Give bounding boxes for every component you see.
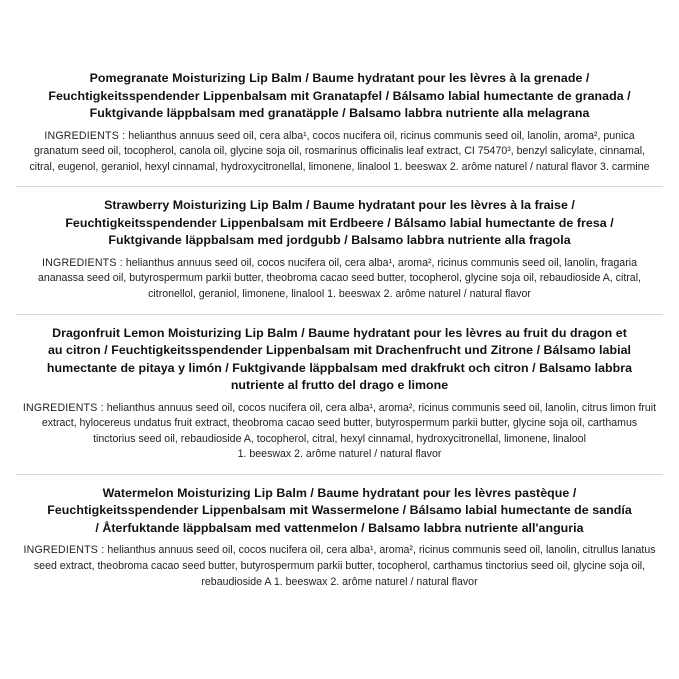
ingredients-footnotes: 1. beeswax 2. arôme naturel / natural flavor (237, 448, 442, 461)
product-block-strawberry (16, 197, 663, 302)
ingredients-label: INGREDIENTS : (22, 401, 104, 414)
product-block-pomegranate (16, 70, 663, 175)
ingredients-list: helianthus annuus seed oil, cocos nucifera oil, cera alba¹, aroma², ricinus communis seed oil, lanolin, citrus limon fruit extract, hylocereus undatus fruit extract, theobroma cacao seed butter, butyrospermum parkii butter, glycine soja oil, carthamus tinctorius seed oil, rebaudioside A, tocopherol, citral, hexyl cinnamal, hydroxycitronellal, limonene, linalool (41, 401, 657, 445)
divider (16, 314, 663, 315)
ingredients-label: INGREDIENTS : (23, 544, 105, 557)
product-title: Pomegranate Moisturizing Lip Balm / Baume hydratant pour les lèvres à la grenade / Feuchtigkeitsspendender Lippenbalsam mit Granatapfel / Bálsamo labial humectante de granada / Fuktgivande läppbalsam med granatäpple / Balsamo labbra nutriente alla melagrana (48, 71, 631, 120)
ingredients-label: INGREDIENTS : (42, 256, 123, 269)
ingredients-list: helianthus annuus seed oil, cocos nucifera oil, cera alba¹, aroma², ricinus communis seed oil, lanolin, fragaria ananassa seed oil, butyrospermum parkii butter, theobroma cacao seed butter, tocopherol, glycine soja oil, rebaudioside A, citral, citronellol, geraniol, limonene, linalool (37, 256, 641, 300)
product-block-watermelon (16, 485, 663, 590)
ingredients-footnotes: 1. beeswax 2. arôme naturel / natural flavor 3. carmine (393, 160, 650, 173)
product-ingredients (16, 401, 663, 463)
product-ingredients (16, 129, 663, 176)
product-title: Watermelon Moisturizing Lip Balm / Baume hydratant pour les lèvres pastèque / Feuchtigkeitsspendender Lippenbalsam mit Wassermelone / Bálsamo labial humectante de sandía / Återfuktande läppbalsam med vattenmelon / Balsamo labbra nutriente all'anguria (47, 485, 632, 535)
ingredients-footnotes: 1. beeswax 2. arôme naturel / natural flavor (273, 575, 478, 588)
divider (16, 474, 663, 475)
product-ingredients (16, 256, 663, 303)
ingredients-list: helianthus annuus seed oil, cera alba¹, cocos nucifera oil, ricinus communis seed oil, lanolin, aroma², punica granatum seed oil, tocopherol, canola oil, glycine soja oil, rosmarinus officinalis leaf extract, CI 75470³, benzyl salicylate, cinnamal, citral, eugenol, geraniol, hexyl cinnamal, hydroxycitronellal, limonene, linalool (29, 129, 646, 173)
product-title: Dragonfruit Lemon Moisturizing Lip Balm / Baume hydratant pour les lèvres au fruit du dragon et au citron / Feuchtigkeitsspendender Lippenbalsam mit Drachenfrucht und Zitrone / Bálsamo labial humectante de pitaya y limón / Fuktgivande läppbalsam med drakfrukt och citron / Balsamo labbra nutriente al frutto del drago e limone (46, 325, 633, 393)
ingredients-label: INGREDIENTS : (44, 129, 126, 142)
divider (16, 186, 663, 187)
ingredients-list: helianthus annuus seed oil, cocos nucifera oil, cera alba¹, aroma², ricinus communis seed oil, lanolin, citrullus lanatus seed extract, theobroma cacao seed butter, butyrospermum parkii butter, tocopherol, carthamus tinctorius seed oil, glycine soja oil, rebaudioside A (33, 544, 656, 588)
product-ingredients (16, 543, 663, 590)
product-title: Strawberry Moisturizing Lip Balm / Baume hydratant pour les lèvres à la fraise / Feuchtigkeitsspendender Lippenbalsam mit Erdbeere / Bálsamo labial humectante de fresa / Fuktgivande läppbalsam med jordgubb / Balsamo labbra nutriente alla fragola (65, 198, 614, 248)
product-block-dragonfruit-lemon (16, 325, 663, 463)
ingredients-footnotes: 1. beeswax 2. arôme naturel / natural flavor (327, 287, 531, 300)
